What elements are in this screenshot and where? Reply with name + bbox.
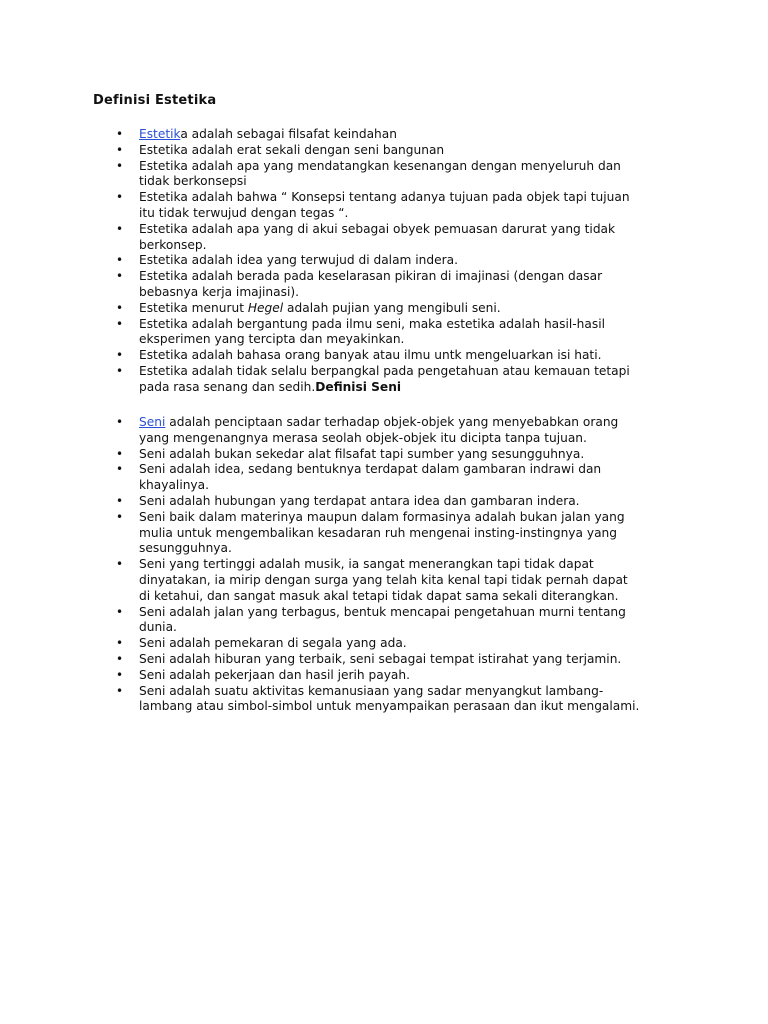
list-item — [112, 253, 672, 269]
list-item-line — [139, 127, 672, 143]
list-item-line — [139, 301, 672, 317]
list-item-line: • Seni adalah hubungan yang terdapat antara idea dan gambaran indera. — [139, 493, 580, 508]
list-item-line: tidak berkonsepsi — [139, 174, 247, 189]
page-title: Definisi Estetika — [93, 93, 217, 108]
seni-link[interactable]: Seni — [139, 415, 166, 429]
list-item — [112, 652, 672, 668]
list-item-line: • Seni adalah idea, sedang bentuknya terdapat dalam gambaran indrawi dan — [139, 462, 602, 477]
list-item-line: • Estetika adalah bahasa orang banyak atau ilmu untk mengeluarkan isi hati. — [139, 348, 602, 363]
list-item-line: yang mengenangnya merasa seolah objek-objek itu dicipta tanpa tujuan. — [139, 430, 587, 445]
list-item — [112, 636, 672, 652]
list-item-line: sesungguhnya. — [139, 541, 232, 556]
list-item-line — [139, 380, 672, 396]
list-item — [112, 494, 672, 510]
list-item-line: berkonsep. — [139, 237, 207, 252]
list-item-line: eksperimen yang tercipta dan meyakinkan. — [139, 332, 405, 347]
list-item-line: • Seni baik dalam materinya maupun dalam formasinya adalah bukan jalan yang — [139, 509, 625, 524]
list-item-line — [139, 415, 672, 431]
list-item-line: itu tidak terwujud dengan tegas “. — [139, 205, 349, 220]
list-item — [112, 269, 672, 301]
list-item — [112, 317, 672, 349]
emphasis-text: Hegel — [247, 300, 284, 315]
list-item — [112, 364, 672, 396]
list-item-line: • Estetika adalah bahwa “ Konsepsi tentang adanya tujuan pada objek tapi tujuan — [139, 190, 630, 205]
list-item-line: • Seni adalah suatu aktivitas kemanusiaan yang sadar menyangkut lambang- — [139, 683, 604, 698]
list-item-line: • Estetika adalah erat sekali dengan seni bangunan — [139, 142, 445, 157]
estetika-definition-list — [112, 127, 672, 396]
list-item-text: Estetika menurut — [139, 300, 248, 315]
list-item-line: mulia untuk mengembalikan kesadaran ruh mengenai insting-instingnya yang — [139, 525, 618, 540]
list-item — [112, 159, 672, 191]
list-item-text: a adalah sebagai filsafat keindahan — [180, 127, 397, 141]
list-item-line: lambang atau simbol-simbol untuk menyampaikan perasaan dan ikut mengalami. — [139, 699, 640, 714]
list-item-line: • Seni adalah hiburan yang terbaik, seni sebagai tempat istirahat yang terjamin. — [139, 651, 622, 666]
list-item — [112, 447, 672, 463]
list-item — [112, 510, 672, 557]
list-item-line: • Seni yang tertinggi adalah musik, ia sangat menerangkan tapi tidak dapat — [139, 557, 594, 572]
list-item — [112, 557, 672, 604]
list-item-line: dunia. — [139, 620, 177, 635]
list-item-line: bebasnya kerja imajinasi). — [139, 284, 299, 299]
list-item-line: khayalinya. — [139, 478, 209, 493]
list-item-text: pada rasa senang dan sedih. — [139, 379, 316, 394]
list-item-line: dinyatakan, ia mirip dengan surga yang telah kita kenal tapi tidak pernah dapat — [139, 572, 628, 587]
list-item-line: • Estetika adalah bergantung pada ilmu seni, maka estetika adalah hasil-hasil — [139, 316, 605, 331]
list-item-line: • Estetika adalah apa yang di akui sebagai obyek pemuasan darurat yang tidak — [139, 221, 616, 236]
section-heading-seni: Definisi Seni — [315, 379, 402, 394]
list-item-line: • Estetika adalah idea yang terwujud di dalam indera. — [139, 253, 458, 268]
list-item-line: • Seni adalah bukan sekedar alat filsafat tapi sumber yang sesungguhnya. — [139, 446, 585, 461]
list-item-text: adalah pujian yang mengibuli seni. — [283, 300, 501, 315]
list-item-line: • Seni adalah pekerjaan dan hasil jerih payah. — [139, 667, 410, 682]
list-item — [112, 415, 672, 447]
seni-definition-list — [112, 415, 672, 715]
list-item — [112, 222, 672, 254]
list-item-line: di ketahui, dan sangat masuk akal tetapi tidak dapat sama sekali diterangkan. — [139, 588, 619, 603]
list-item-line: • Estetika adalah berada pada keselarasan pikiran di imajinasi (dengan dasar — [139, 269, 603, 284]
estetika-link[interactable]: Estetik — [139, 127, 181, 141]
list-item-line: • Seni adalah pemekaran di segala yang ada. — [139, 636, 407, 651]
list-item — [112, 127, 672, 143]
list-item — [112, 605, 672, 637]
list-item-line: • Estetika adalah apa yang mendatangkan kesenangan dengan menyeluruh dan — [139, 158, 621, 173]
list-item-text: adalah penciptaan sadar terhadap objek-objek yang menyebabkan orang — [165, 415, 619, 429]
list-item — [112, 348, 672, 364]
list-item — [112, 462, 672, 494]
list-item-line: • Seni adalah jalan yang terbagus, bentuk mencapai pengetahuan murni tentang — [139, 604, 626, 619]
list-item-line: • Estetika adalah tidak selalu berpangkal pada pengetahuan atau kemauan tetapi — [139, 363, 630, 378]
list-item — [112, 668, 672, 684]
list-item — [112, 190, 672, 222]
list-item — [112, 143, 672, 159]
list-item — [112, 301, 672, 317]
list-item — [112, 684, 672, 716]
